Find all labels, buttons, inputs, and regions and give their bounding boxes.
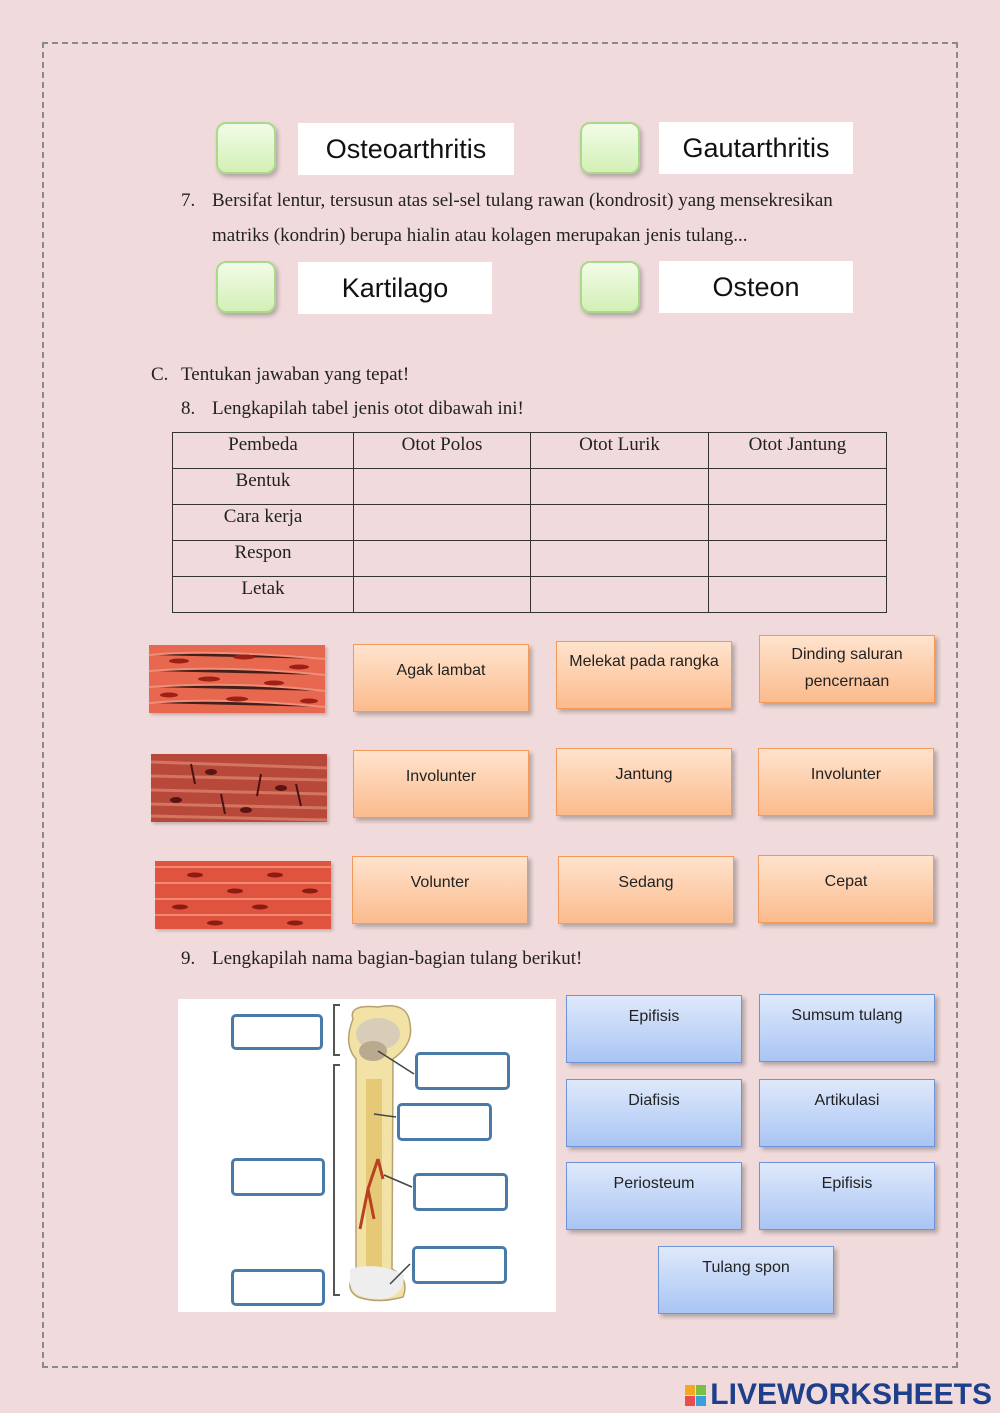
drop-cell[interactable]: [354, 541, 531, 577]
option-kartilago: Kartilago: [298, 262, 492, 314]
q7-number: 7.: [181, 190, 196, 211]
option-osteon: Osteon: [659, 261, 853, 313]
checkbox-osteon[interactable]: [580, 261, 640, 313]
card-epifisis[interactable]: Epifisis: [759, 1162, 935, 1230]
card-agak-lambat[interactable]: Agak lambat: [353, 644, 529, 712]
q9-number: 9.: [181, 948, 196, 969]
row-label: Cara kerja: [173, 505, 354, 541]
card-volunter[interactable]: Volunter: [352, 856, 528, 924]
drop-cell[interactable]: [354, 469, 531, 505]
table-row: [173, 469, 887, 505]
drop-cell[interactable]: [354, 577, 531, 613]
card-jantung[interactable]: Jantung: [556, 748, 732, 816]
table-row: [173, 541, 887, 577]
q8-number: 8.: [181, 398, 196, 419]
q7-line2: matriks (kondrin) berupa hialin atau kolagen merupakan jenis tulang...: [212, 225, 748, 246]
table-row: [173, 577, 887, 613]
card-involunter[interactable]: Involunter: [758, 748, 934, 816]
bone-label-input-2[interactable]: [415, 1052, 510, 1090]
option-gautarthritis: Gautarthritis: [659, 122, 853, 174]
drop-cell[interactable]: [531, 577, 709, 613]
card-tulang-spon[interactable]: Tulang spon: [658, 1246, 834, 1314]
row-label: Letak: [173, 577, 354, 613]
card-dinding-saluran-pencernaan[interactable]: Dinding saluran pencernaan: [759, 635, 935, 703]
drop-cell[interactable]: [709, 577, 887, 613]
card-cepat[interactable]: Cepat: [758, 855, 934, 923]
section-c-letter: C.: [151, 364, 169, 385]
bone-label-input-4[interactable]: [231, 1158, 325, 1196]
drop-cell[interactable]: [531, 541, 709, 577]
drop-cell[interactable]: [709, 541, 887, 577]
liveworksheets-logo[interactable]: [685, 1378, 992, 1412]
drop-cell[interactable]: [709, 469, 887, 505]
table-header: Pembeda: [173, 433, 354, 469]
drop-cell[interactable]: [354, 505, 531, 541]
table-header: Otot Lurik: [531, 433, 709, 469]
card-melekat-pada-rangka[interactable]: Melekat pada rangka: [556, 641, 732, 709]
bone-label-input-3[interactable]: [397, 1103, 492, 1141]
table-row: [173, 505, 887, 541]
option-osteoarthritis: Osteoarthritis: [298, 123, 514, 175]
card-epifisis[interactable]: Epifisis: [566, 995, 742, 1063]
row-label: Respon: [173, 541, 354, 577]
bone-label-input-6[interactable]: [412, 1246, 507, 1284]
row-label: Bentuk: [173, 469, 354, 505]
drop-cell[interactable]: [709, 505, 887, 541]
logo-icon: [685, 1385, 706, 1406]
q8-text: Lengkapilah tabel jenis otot dibawah ini!: [212, 398, 524, 419]
card-sedang[interactable]: Sedang: [558, 856, 734, 924]
card-artikulasi[interactable]: Artikulasi: [759, 1079, 935, 1147]
q7-line1: Bersifat lentur, tersusun atas sel-sel tulang rawan (kondrosit) yang mensekresikan: [212, 190, 833, 211]
drop-cell[interactable]: [531, 469, 709, 505]
checkbox-kartilago[interactable]: [216, 261, 276, 313]
cardiac-muscle-image[interactable]: [151, 754, 327, 822]
smooth-muscle-image[interactable]: [149, 645, 325, 713]
bone-label-input-5[interactable]: [413, 1173, 508, 1211]
checkbox-gautarthritis[interactable]: [580, 122, 640, 174]
card-involunter[interactable]: Involunter: [353, 750, 529, 818]
logo-text: LIVEWORKSHEETS: [710, 1378, 992, 1411]
skeletal-muscle-image[interactable]: [155, 861, 331, 929]
card-sumsum-tulang[interactable]: Sumsum tulang: [759, 994, 935, 1062]
card-periosteum[interactable]: Periosteum: [566, 1162, 742, 1230]
drop-cell[interactable]: [531, 505, 709, 541]
table-header: Otot Jantung: [709, 433, 887, 469]
q9-text: Lengkapilah nama bagian-bagian tulang berikut!: [212, 948, 583, 969]
muscle-table: [172, 432, 887, 613]
bone-label-input-7[interactable]: [231, 1269, 325, 1306]
table-header-row: [173, 433, 887, 469]
section-c-title: Tentukan jawaban yang tepat!: [181, 364, 410, 385]
card-diafisis[interactable]: Diafisis: [566, 1079, 742, 1147]
bone-label-input-1[interactable]: [231, 1014, 323, 1050]
checkbox-osteoarthritis[interactable]: [216, 122, 276, 174]
table-header: Otot Polos: [354, 433, 531, 469]
